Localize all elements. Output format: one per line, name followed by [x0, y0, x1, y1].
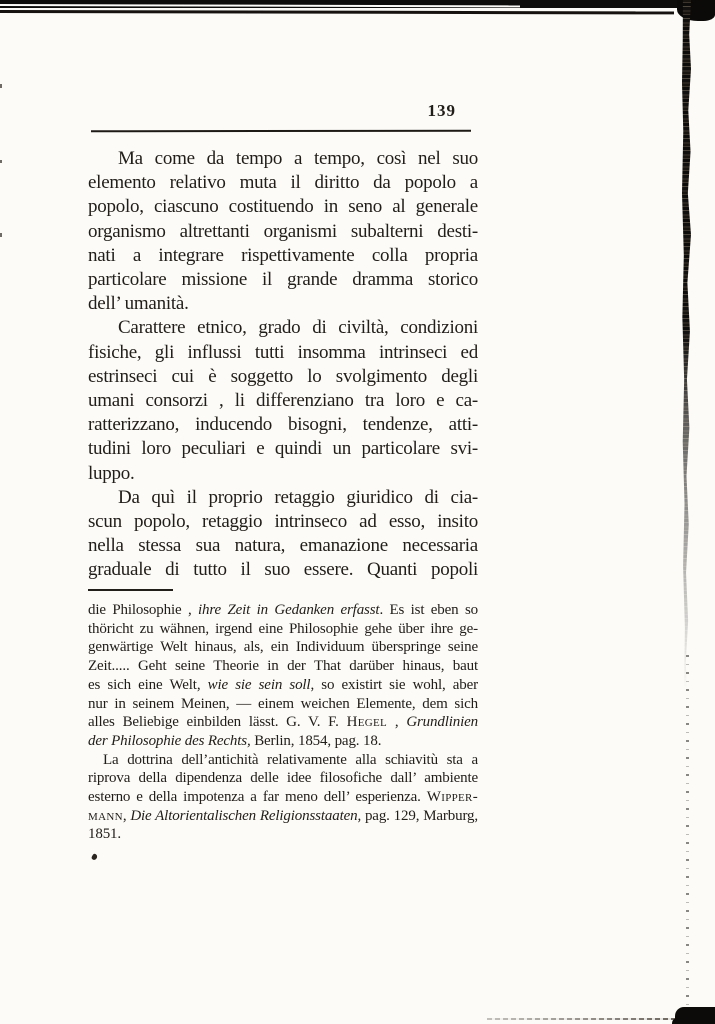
- text-line: Ma come da tempo a tempo, così nel suo: [118, 148, 478, 169]
- footnote-line: genwärtige Welt hinaus, als, ein Individuum überspringe seine: [88, 639, 478, 656]
- footnote-line: nur in seinem Meinen, — einem weichen Elemente, dem sich: [88, 695, 478, 712]
- text-line: tudini loro peculiari e quindi un particolare svi-: [88, 438, 478, 460]
- scan-left-speck: [0, 233, 2, 237]
- text-line: luppo.: [88, 462, 135, 484]
- text-line: dell’ umanità.: [88, 293, 189, 315]
- scan-left-speck: [0, 160, 2, 163]
- scan-bottom-edge-line: [487, 1018, 679, 1020]
- text-line: particolare missione il grande dramma storico: [88, 269, 478, 291]
- scan-top-right-blob: [677, 0, 715, 21]
- footnote-line: Zeit..... Geht seine Theorie in der That darüber hinaus, baut: [88, 658, 478, 675]
- text-line: organismo altrettanti organismi subalterni desti-: [88, 220, 478, 242]
- text-line: nella stessa sua natura, emanazione necessaria: [88, 535, 478, 557]
- header-rule: [91, 130, 471, 133]
- footnote-line: mann, Die Altorientalischen Religionsstaaten, pag. 129, Marburg,: [88, 807, 478, 824]
- text-line: umani consorzi , li differenziano tra loro e ca-: [88, 390, 478, 412]
- footnote-separator: [88, 589, 173, 591]
- text-line: fisiche, gli influssi tutti insomma intrinseci ed: [88, 341, 478, 363]
- footnote-line: die Philosophie , ihre Zeit in Gedanken erfasst. Es ist eben so: [88, 602, 478, 618]
- text-line: popolo, ciascuno costituendo in seno al generale: [88, 196, 478, 218]
- text-line: graduale di tutto il suo essere. Quanti popoli: [88, 559, 478, 581]
- footnote-line: esterno e della impotenza a far meno dell’ esperienza. Wipper-: [88, 789, 478, 806]
- text-line: scun popolo, retaggio intrinseco ad esso, insito: [88, 511, 478, 533]
- text-line: ratterizzano, inducendo bisogni, tendenze, atti-: [88, 414, 478, 436]
- main-text-block: [88, 147, 478, 583]
- footnote-line: thöricht zu wähnen, irgend eine Philosophie gehe über ihre ge-: [88, 620, 478, 637]
- footnote-line: der Philosophie des Rechts, Berlin, 1854, pag. 18.: [88, 732, 382, 749]
- scan-left-speck: [0, 84, 2, 88]
- footnote-line: es sich eine Welt, wie sie sein soll, so existirt sie wohl, aber: [88, 676, 478, 693]
- scan-bottom-right-blob: [675, 1007, 715, 1024]
- text-line: estrinseci cui è soggetto lo svolgimento degli: [88, 365, 478, 387]
- text-line: Da quì il proprio retaggio giuridico di cia-: [118, 486, 478, 508]
- footnote-line: riprova della dipendenza delle idee filosofiche dall’ ambiente: [88, 770, 478, 787]
- text-line: nati a integrare rispettivamente colla propria: [88, 244, 478, 266]
- footnote-line: La dottrina dell’antichità relativamente alla schiavitù sta a: [103, 751, 478, 768]
- scan-right-binding-edge: [682, 0, 691, 690]
- text-line: elemento relativo muta il diritto da popolo a: [88, 172, 478, 194]
- page-number: 139: [427, 101, 456, 120]
- text-line: Carattere etnico, grado di civiltà, condizioni: [118, 317, 478, 339]
- footnote-block: [88, 601, 478, 844]
- footnote-line: alles Beliebige einbilden lässt. G. V. F. Hegel , Grundlinien: [88, 714, 478, 731]
- scan-right-edge-dots: [686, 655, 689, 1015]
- footnote-line: 1851.: [88, 826, 122, 843]
- ink-speck: [91, 853, 98, 861]
- scan-top-edge: [0, 0, 678, 8]
- scan-top-edge-line: [0, 10, 674, 14]
